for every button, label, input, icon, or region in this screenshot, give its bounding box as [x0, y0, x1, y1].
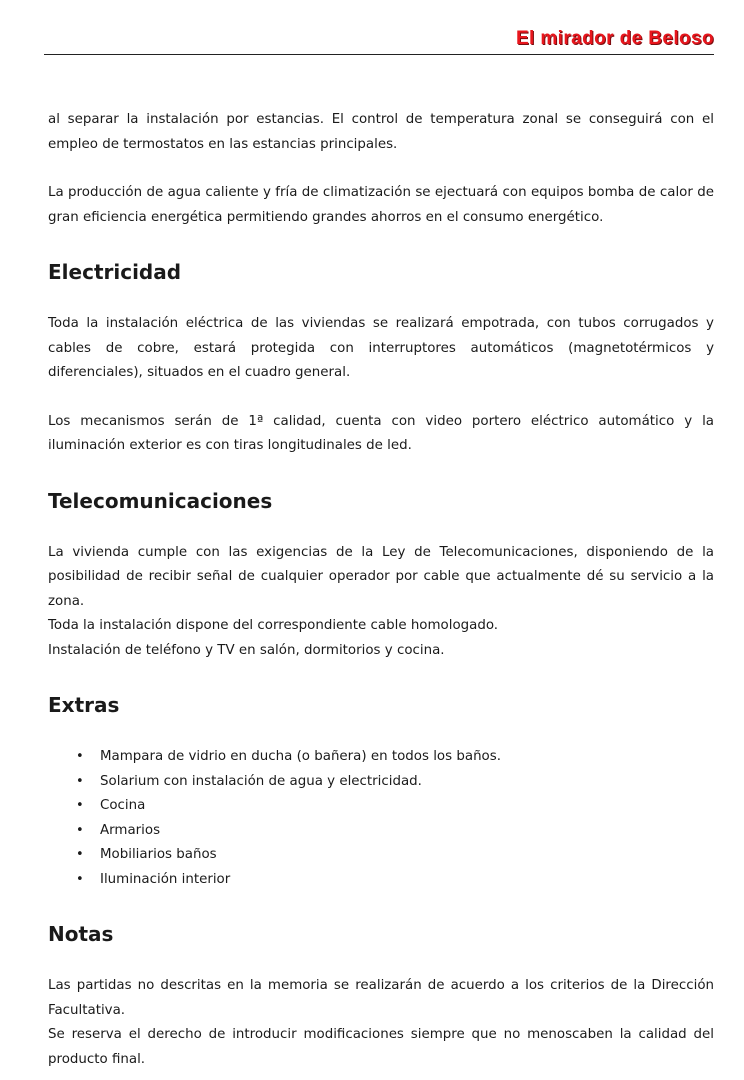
- telecomunicaciones-paragraph-3: Instalación de teléfono y TV en salón, dormitorios y cocina.: [48, 642, 445, 658]
- intro-paragraph-1: al separar la instalación por estancias. El control de temperatura zonal se conseguirá con el empleo de termostatos en las estancias principales.: [48, 112, 714, 152]
- bullet-icon: •: [76, 847, 84, 862]
- list-item: • Mobiliarios baños: [48, 843, 714, 868]
- section-title-notas: Notas: [48, 922, 114, 946]
- notas-paragraph-2: Se reserva el derecho de introducir modificaciones siempre que no menoscaben la calidad del producto final.: [48, 1027, 714, 1067]
- bullet-icon: •: [76, 773, 84, 789]
- bullet-icon: •: [76, 871, 84, 887]
- bullet-icon: •: [76, 749, 84, 764]
- list-item: • Iluminación interior: [48, 868, 714, 893]
- electricidad-paragraph-2: Los mecanismos serán de 1ª calidad, cuenta con video portero eléctrico automático y la iluminación exterior es con tiras longitudinales de led.: [48, 413, 714, 453]
- extras-list: [48, 745, 714, 892]
- notas-paragraph-1: Las partidas no descritas en la memoria se realizarán de acuerdo a los criterios de la Dirección Facultativa.: [48, 978, 714, 1018]
- section-title-telecomunicaciones: Telecomunicaciones: [48, 488, 273, 513]
- document-body: [48, 108, 714, 1072]
- telecomunicaciones-paragraph-1: La vivienda cumple con las exigencias de la Ley de Telecomunicaciones, disponiendo de la posibilidad de recibir señal de cualquier operador por cable que actualmente dé su servicio a la zona.: [48, 544, 714, 609]
- bullet-icon: •: [76, 798, 84, 813]
- section-title-extras: Extras: [48, 693, 120, 717]
- list-item: • Cocina: [48, 794, 714, 819]
- section-title-electricidad: Electricidad: [48, 260, 182, 284]
- page-header: [44, 22, 714, 55]
- electricidad-paragraph-1: Toda la instalación eléctrica de las viviendas se realizará empotrada, con tubos corrugados y cables de cobre, estará protegida con interruptores automáticos (magnetotérmicos y diferenciales), situados en el cuadro general.: [48, 316, 714, 380]
- list-item: • Armarios: [48, 819, 714, 844]
- list-item: • Mampara de vidrio en ducha (o bañera) en todos los baños.: [48, 745, 714, 770]
- bullet-icon: •: [76, 822, 84, 838]
- telecomunicaciones-paragraph-2: Toda la instalación dispone del correspondiente cable homologado.: [48, 618, 499, 633]
- brand-title: El mirador de Beloso: [515, 28, 714, 49]
- intro-paragraph-2: La producción de agua caliente y fría de climatización se ejectuará con equipos bomba de calor de gran eficiencia energética permitiendo grandes ahorros en el consumo energético.: [48, 185, 714, 225]
- list-item: • Solarium con instalación de agua y electricidad.: [48, 770, 714, 795]
